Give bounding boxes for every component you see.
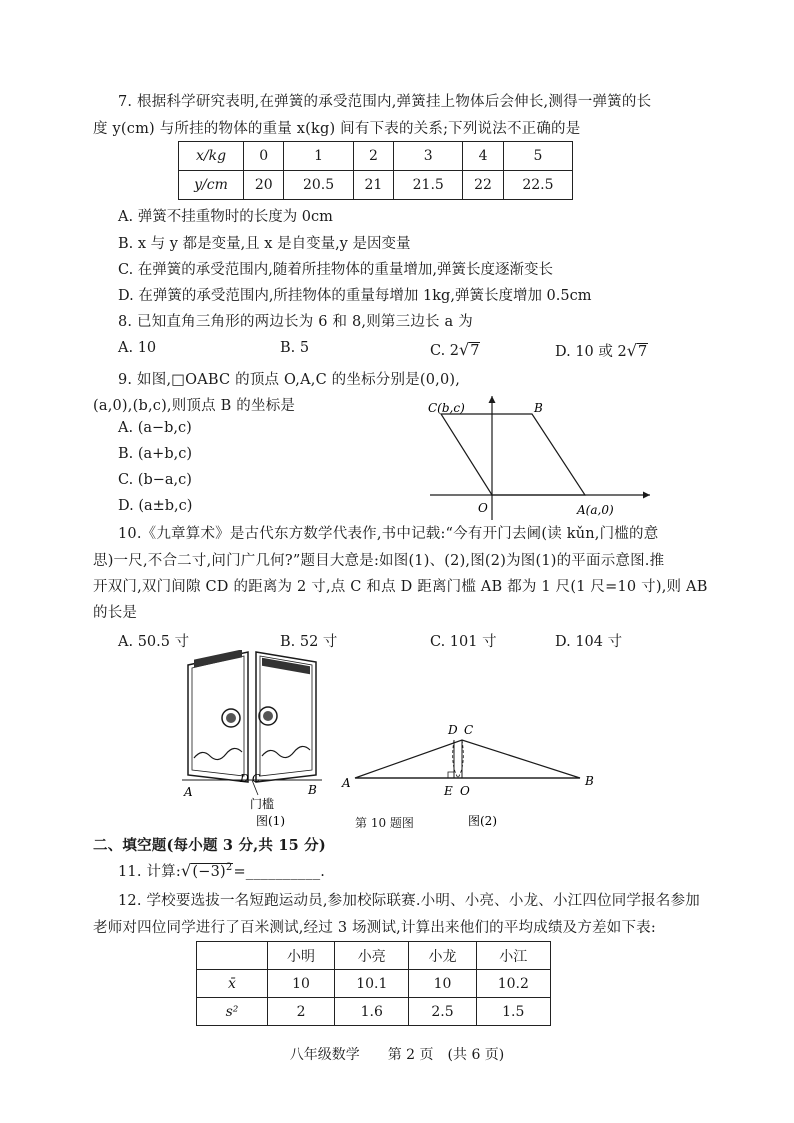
q12-table-cell: 1.5 — [476, 998, 550, 1026]
q12-table-header: 小江 — [476, 942, 550, 970]
q12-stem-line2: 老师对四位同学进行了百米测试,经过 3 场测试,计算出来他们的平均成绩及方差如下表: — [93, 920, 656, 936]
q8-option-d-radicand: 7 — [637, 344, 648, 360]
label-c: C(b,c) — [428, 401, 465, 415]
q8-option-a: A. 10 — [118, 340, 157, 356]
q11-exponent: 2 — [225, 862, 233, 874]
parallelogram-oabc — [441, 414, 585, 495]
q10-option-a: A. 50.5 寸 — [118, 634, 190, 650]
fig1-label-b: B — [308, 783, 317, 797]
q7-option-b: B. x 与 y 都是变量,且 x 是自变量,y 是因变量 — [118, 236, 411, 252]
q12-table-cell: 10 — [409, 970, 476, 998]
q7-table-cell: 4 — [463, 142, 503, 171]
q7-table-header-x: x/kg — [179, 142, 244, 171]
q9-stem-line2: (a,0),(b,c),则顶点 B 的坐标是 — [93, 398, 296, 414]
q7-table-cell: 21 — [353, 171, 393, 200]
q10-option-d: D. 104 寸 — [555, 634, 623, 650]
q7-table-cell: 2 — [353, 142, 393, 171]
q10-threshold-diagram — [340, 715, 600, 830]
label-o: O — [478, 501, 488, 515]
q10-stem-line1: 10.《九章算术》是古代东方数学代表作,书中记载:“今有开门去阃(读 kǔn,门槛的意 — [118, 526, 659, 542]
label-a: A(a,0) — [577, 503, 614, 517]
q7-table-cell: 22.5 — [503, 171, 572, 200]
fig2-label-c: C — [464, 723, 474, 737]
q8-option-b: B. 5 — [280, 340, 310, 356]
q9-option-a: A. (a−b,c) — [118, 420, 192, 436]
q7-table-cell: 5 — [503, 142, 572, 171]
fig2-caption: 图(2) — [468, 814, 497, 828]
q7-table-cell: 22 — [463, 171, 503, 200]
q8-option-c: C. 2√7 — [430, 340, 480, 359]
q7-table-cell: 20.5 — [284, 171, 353, 200]
q10-figure-caption: 第 10 题图 — [355, 816, 414, 830]
fig2-label-e: E — [444, 784, 453, 798]
q11-answer-blank: =__________. — [233, 864, 326, 880]
q7-table — [178, 141, 573, 200]
q7-stem-line2: 度 y(cm) 与所挂的物体的重量 x(kg) 间有下表的关系;下列说法不正确的是 — [93, 121, 581, 137]
q9-option-d: D. (a±b,c) — [118, 498, 193, 514]
q11-prefix: 11. 计算: — [118, 864, 181, 880]
fig1-caption: 图(1) — [256, 814, 285, 828]
q11-radicand-base: (−3) — [192, 864, 226, 880]
q12-table-cell: 10.1 — [335, 970, 409, 998]
label-b: B — [534, 401, 543, 415]
section-title: 二、填空题(每小题 3 分,共 15 分) — [93, 837, 326, 854]
q12-stem-line1: 12. 学校要选拔一名短跑运动员,参加校际联赛.小明、小亮、小龙、小江四位同学报名参加 — [118, 893, 700, 909]
q12-table-header: 小亮 — [335, 942, 409, 970]
q7-table-header-y: y/cm — [179, 171, 244, 200]
q12-table — [196, 941, 551, 1026]
q7-option-c: C. 在弹簧的承受范围内,随着所挂物体的重量增加,弹簧长度逐渐变长 — [118, 262, 554, 278]
q8-option-c-radicand: 7 — [470, 343, 480, 359]
q7-option-a: A. 弹簧不挂重物时的长度为 0cm — [118, 209, 333, 225]
q8-stem: 8. 已知直角三角形的两边长为 6 和 8,则第三边长 a 为 — [118, 314, 473, 330]
fig2-label-o: O — [460, 784, 470, 798]
q12-table-cell: 10.2 — [476, 970, 550, 998]
q7-stem-line1: 7. 根据科学研究表明,在弹簧的承受范围内,弹簧挂上物体后会伸长,测得一弹簧的长 — [118, 94, 652, 110]
q10-stem-line2: 思)一尺,不合二寸,问门广几何?”题目大意是:如图(1)、(2),图(2)为图(1)的平面示意图.推 — [93, 553, 665, 569]
q9-stem-line1: 9. 如图,□OABC 的顶点 O,A,C 的坐标分别是(0,0), — [118, 372, 461, 388]
fig1-label-d: D — [240, 772, 249, 785]
q9-option-b: B. (a+b,c) — [118, 446, 192, 462]
fig1-label-a: A — [184, 785, 193, 799]
q10-door-illustration — [178, 650, 328, 830]
q10-stem-line3: 开双门,双门间隙 CD 的距离为 2 寸,点 C 和点 D 距离门槛 AB 都为 1 尺(1 尺=10 寸),则 AB — [93, 579, 708, 595]
q9-option-c: C. (b−a,c) — [118, 472, 192, 488]
q7-table-cell: 0 — [244, 142, 284, 171]
q12-table-cell: 1.6 — [335, 998, 409, 1026]
q11-radicand — [191, 863, 233, 880]
q10-option-b: B. 52 寸 — [280, 634, 338, 650]
fig1-label-c: C — [252, 772, 261, 785]
fig2-label-a: A — [342, 776, 351, 790]
q9-parallelogram-figure — [420, 390, 660, 525]
q12-table-cell: 2 — [268, 998, 335, 1026]
q10-stem-line4: 的长是 — [93, 605, 138, 621]
q12-table-header — [197, 942, 268, 970]
q7-table-cell: 20 — [244, 171, 284, 200]
q12-table-cell: 2.5 — [409, 998, 476, 1026]
q12-row-label-mean: x̄ — [197, 970, 268, 998]
q8-option-d: D. 10 或 2√7 — [555, 341, 648, 360]
q7-table-cell: 1 — [284, 142, 353, 171]
fig2-label-b: B — [585, 774, 594, 788]
q8-option-c-prefix: C. 2 — [430, 343, 460, 359]
q11-stem: 11. 计算$:√(-3)^2=\_\_\_\_\_\_\_\_\_\_$. — [118, 861, 326, 880]
page-footer: 八年级数学 第 2 页 (共 6 页) — [289, 1047, 505, 1063]
q12-table-cell: 10 — [268, 970, 335, 998]
fig1-threshold-label: 门槛 — [250, 797, 275, 811]
q7-table-cell: 21.5 — [394, 171, 463, 200]
fig2-label-d: D — [448, 723, 458, 737]
q10-option-c: C. 101 寸 — [430, 634, 497, 650]
q7-option-d: D. 在弹簧的承受范围内,所挂物体的重量每增加 1kg,弹簧长度增加 0.5cm — [118, 288, 592, 304]
q12-table-header: 小龙 — [409, 942, 476, 970]
q7-table-cell: 3 — [394, 142, 463, 171]
q8-option-d-prefix: D. 10 或 2 — [555, 344, 627, 360]
q12-table-header: 小明 — [268, 942, 335, 970]
q12-row-label-variance: s² — [197, 998, 268, 1026]
